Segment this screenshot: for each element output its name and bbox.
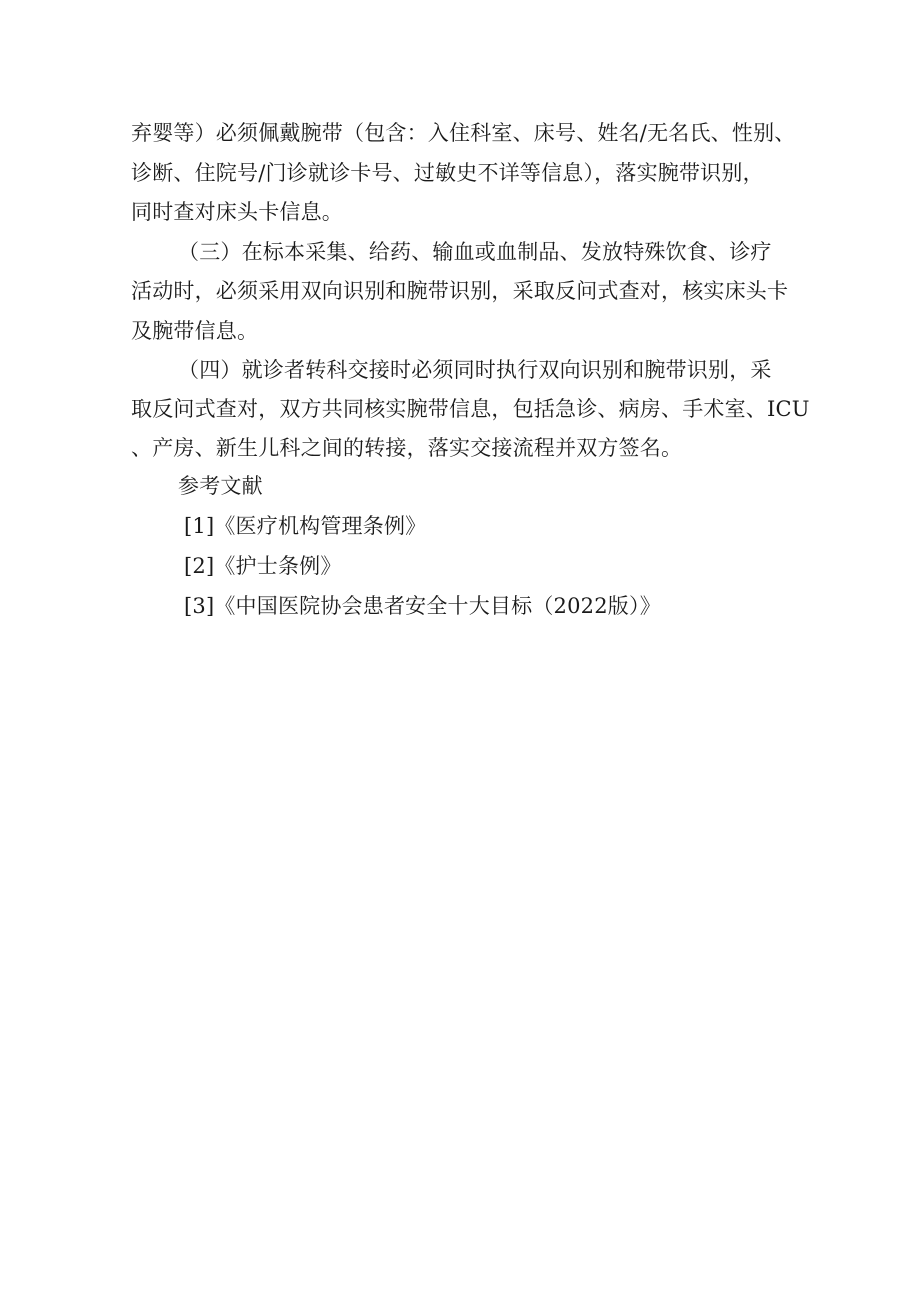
reference-item: [2]《护士条例》	[184, 554, 342, 578]
reference-item: [1]《医疗机构管理条例》	[184, 514, 427, 538]
text-line: 、产房、新生儿科之间的转接，落实交接流程并双方签名。	[131, 436, 683, 460]
text-line: 弃婴等）必须佩戴腕带（包含：入住科室、床号、姓名/无名氏、性别、	[131, 121, 796, 145]
text-line: 诊断、住院号/门诊就诊卡号、过敏史不详等信息），落实腕带识别，	[131, 161, 764, 185]
reference-item: [3]《中国医院协会患者安全十大目标（2022版）》	[184, 594, 661, 618]
text-line: （四）就诊者转科交接时必须同时执行双向识别和腕带识别，采	[178, 358, 772, 382]
text-line: 及腕带信息。	[131, 319, 259, 343]
text-line: 同时查对床头卡信息。	[131, 200, 343, 224]
references-heading: 参考文献	[178, 474, 263, 498]
text-line: （三）在标本采集、给药、输血或血制品、发放特殊饮食、诊疗	[178, 240, 772, 264]
text-line: 活动时，必须采用双向识别和腕带识别，采取反问式查对，核实床头卡	[131, 279, 789, 303]
text-line: 取反问式查对，双方共同核实腕带信息，包括急诊、病房、手术室、ICU	[131, 397, 810, 421]
